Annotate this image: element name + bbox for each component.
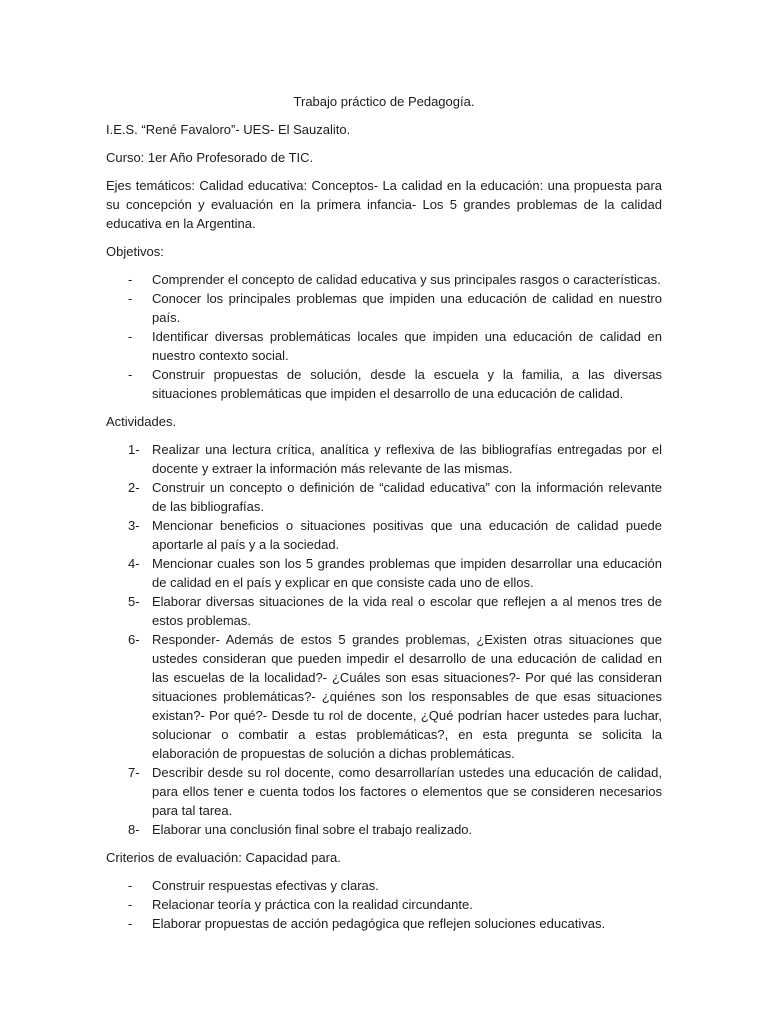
institution-line: I.E.S. “René Favaloro”- UES- El Sauzalito. xyxy=(106,122,351,137)
list-marker: 3- xyxy=(128,518,140,533)
list-item-text: Responder- Además de estos 5 grandes problemas, ¿Existen otras situaciones que ustedes consideran que pueden impedir el desarrollo de una educación de calidad en las escuelas de la localidad?- ¿Cuáles son esas situaciones?- Por qué las consideran situaciones problemáticas?- ¿quiénes son los responsables de que esas situaciones existan?- Por qué?- Desde tu rol de docente, ¿Qué podrían hacer ustedes para luchar, solucionar o combatir a estas problemáticas?, en esta pregunta se solicita la elaboración de propuestas de solución a dichas problemáticas. xyxy=(152,632,662,761)
list-marker: 6- xyxy=(128,632,140,647)
list-marker: - xyxy=(128,916,133,931)
list-item-text: Construir propuestas de solución, desde la escuela y la familia, a las diversas situaciones problemáticas que impiden el desarrollo de una educación de calidad. xyxy=(152,367,662,401)
list-item-text: Relacionar teoría y práctica con la realidad circundante. xyxy=(152,897,473,912)
list-item xyxy=(106,270,662,289)
list-marker: - xyxy=(128,878,133,893)
list-item-text: Conocer los principales problemas que impiden una educación de calidad en nuestro país. xyxy=(152,291,662,325)
list-item xyxy=(106,820,662,839)
activities-heading: Actividades. xyxy=(106,414,177,429)
list-item xyxy=(106,554,662,592)
list-item xyxy=(106,289,662,327)
criteria-list xyxy=(106,876,662,933)
list-item xyxy=(106,763,662,820)
page-title: Trabajo práctico de Pedagogía. xyxy=(293,94,475,109)
list-marker: 4- xyxy=(128,556,140,571)
list-marker: - xyxy=(128,291,133,306)
activities-list xyxy=(106,440,662,839)
list-marker: 1- xyxy=(128,442,140,457)
criteria-heading: Criterios de evaluación: Capacidad para. xyxy=(106,850,341,865)
list-item xyxy=(106,327,662,365)
list-item-text: Construir respuestas efectivas y claras. xyxy=(152,878,379,893)
list-item-text: Mencionar cuales son los 5 grandes problemas que impiden desarrollar una educación de calidad en el país y explicar en que consiste cada uno de ellos. xyxy=(152,556,662,590)
list-item-text: Comprender el concepto de calidad educativa y sus principales rasgos o características. xyxy=(152,272,661,287)
list-item-text: Construir un concepto o definición de “calidad educativa” con la información relevante de las bibliografías. xyxy=(152,480,662,514)
list-item xyxy=(106,440,662,478)
list-marker: 5- xyxy=(128,594,140,609)
list-item xyxy=(106,478,662,516)
list-item-text: Identificar diversas problemáticas locales que impiden una educación de calidad en nuestro contexto social. xyxy=(152,329,662,363)
list-marker: - xyxy=(128,329,133,344)
list-marker: - xyxy=(128,367,133,382)
course-line: Curso: 1er Año Profesorado de TIC. xyxy=(106,150,314,165)
list-marker: 7- xyxy=(128,765,140,780)
objectives-list xyxy=(106,270,662,403)
list-item-text: Realizar una lectura crítica, analítica y reflexiva de las bibliografías entregadas por el docente y extraer la información más relevante de las mismas. xyxy=(152,442,662,476)
list-item xyxy=(106,592,662,630)
list-item-text: Elaborar diversas situaciones de la vida real o escolar que reflejen a al menos tres de estos problemas. xyxy=(152,594,662,628)
list-item-text: Elaborar una conclusión final sobre el trabajo realizado. xyxy=(152,822,473,837)
list-marker: 2- xyxy=(128,480,140,495)
list-item-text: Elaborar propuestas de acción pedagógica que reflejen soluciones educativas. xyxy=(152,916,606,931)
list-item-text: Describir desde su rol docente, como desarrollarían ustedes una educación de calidad, para ellos tener e cuenta todos los factores o elementos que se consideren necesarios para tal tarea. xyxy=(152,765,662,818)
list-marker: 8- xyxy=(128,822,140,837)
list-item xyxy=(106,876,662,895)
list-item xyxy=(106,630,662,763)
list-item xyxy=(106,914,662,933)
list-item-text: Mencionar beneficios o situaciones positivas que una educación de calidad puede aportarle al país y a la sociedad. xyxy=(152,518,662,552)
list-item xyxy=(106,895,662,914)
objectives-heading: Objetivos: xyxy=(106,244,164,259)
list-item xyxy=(106,365,662,403)
themes-paragraph: Ejes temáticos: Calidad educativa: Conceptos- La calidad en la educación: una propuesta para su concepción y evaluación en la primera infancia- Los 5 grandes problemas de la calidad educativa en la Argentina. xyxy=(106,178,662,231)
list-marker: - xyxy=(128,897,133,912)
list-marker: - xyxy=(128,272,133,287)
list-item xyxy=(106,516,662,554)
